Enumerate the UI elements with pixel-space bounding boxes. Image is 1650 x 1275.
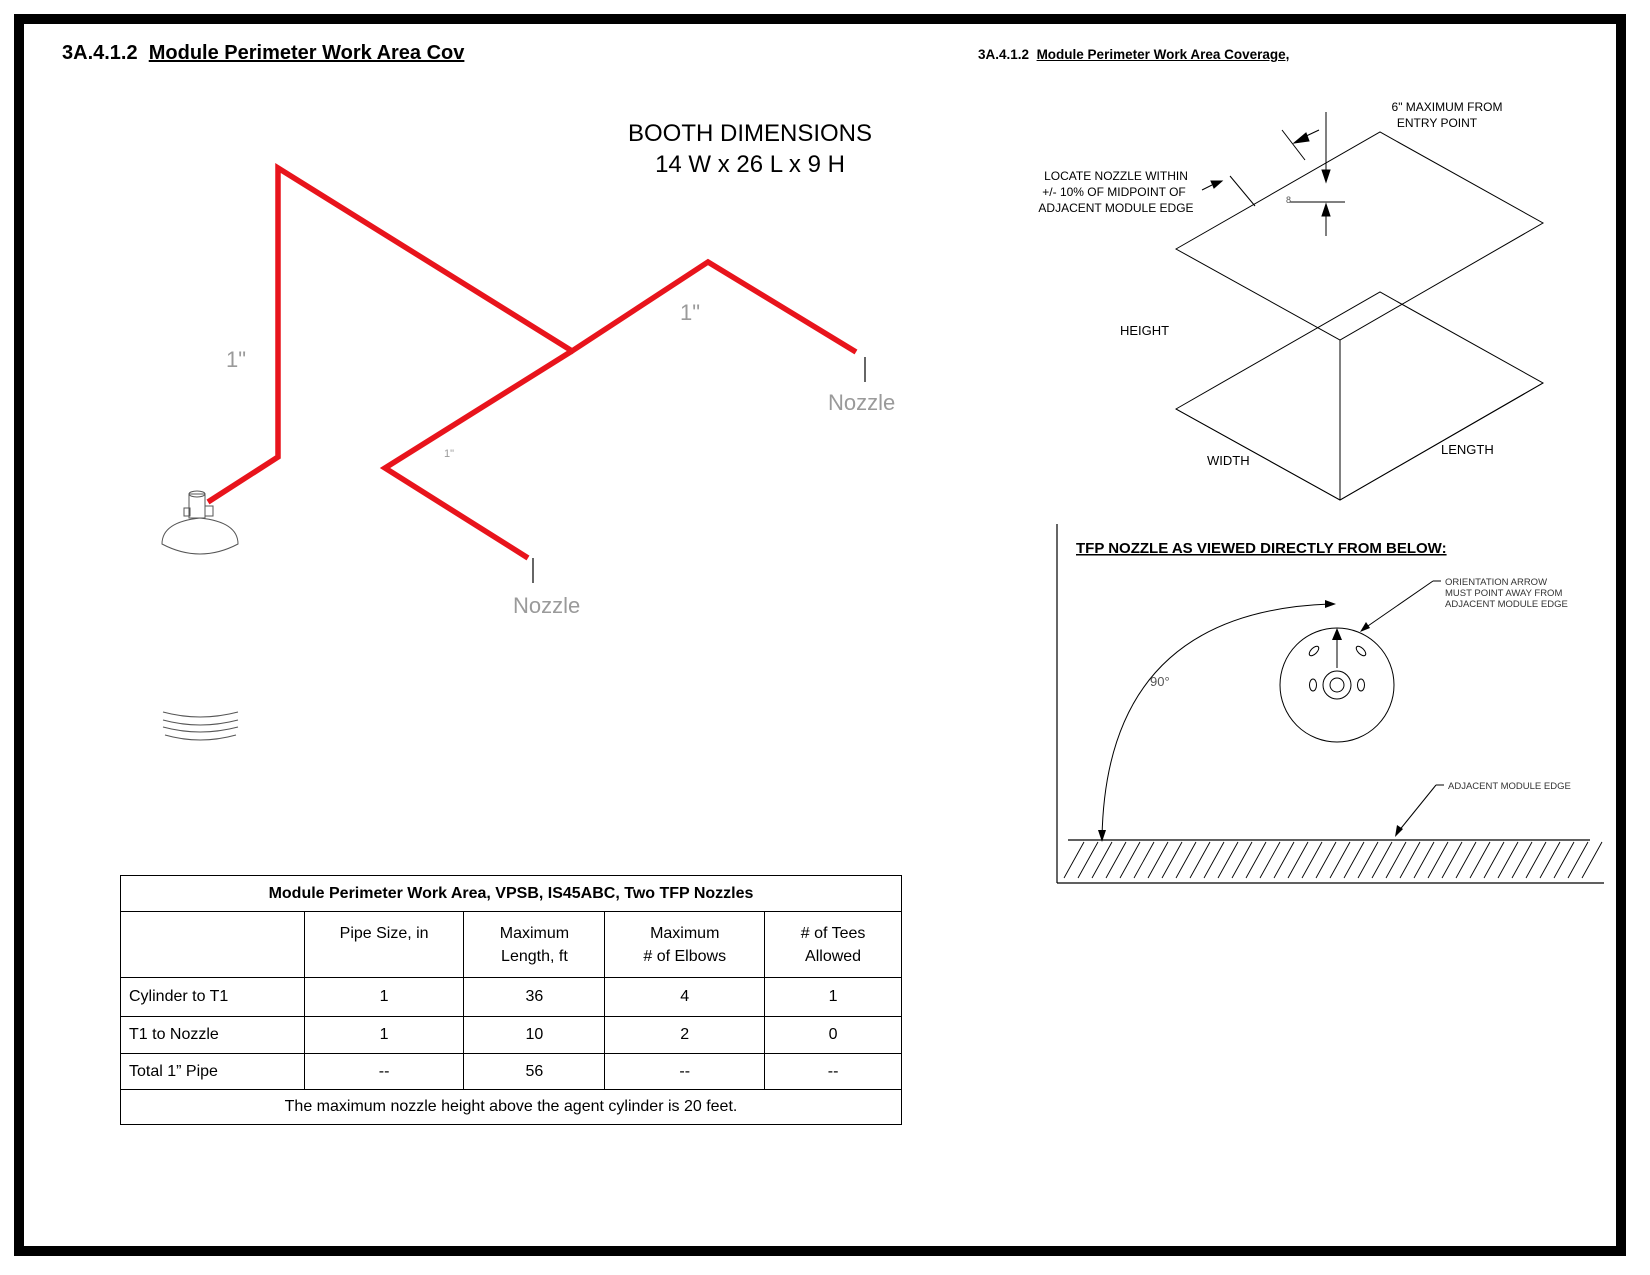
cell-pipe-size: 1 [304,978,464,1017]
adjacent-edge-label: ADJACENT MODULE EDGE [1448,781,1571,792]
nozzle-label-lower: Nozzle [513,593,581,618]
width-label: WIDTH [1207,453,1250,468]
angle-label: 90° [1150,674,1170,689]
header-tees-line2: Allowed [805,948,862,965]
booth-dimensions-value: 14 W x 26 L x 9 H [655,151,845,178]
header-max-elbows-line1: Maximum [650,925,720,942]
header-pipe-size: Pipe Size, in [304,912,464,978]
section-number: 3A.4.1.2 [62,42,138,64]
cell-max-length: 10 [464,1017,605,1054]
header-empty-cell [121,912,305,978]
table-header-row [121,912,902,978]
cell-pipe-size: 1 [304,1017,464,1054]
pipe-size-label-lower: 1" [444,448,455,460]
pipe-size-label-right: 1" [680,300,701,325]
tfp-nozzle-face [1280,628,1394,742]
pipe-limits-table [120,875,902,1125]
header-max-length [464,912,605,978]
header-tees-line1: # of Tees [800,925,866,942]
header-max-elbows-line2: # of Elbows [643,948,727,965]
cell-max-elbows: 4 [605,978,765,1017]
angle-arc [1102,604,1330,838]
row-label: Cylinder to T1 [121,978,305,1017]
cell-pipe-size: -- [304,1054,464,1090]
cell-max-length: 36 [464,978,605,1017]
header-max-length-line2: Length, ft [501,948,568,965]
pipe-size-label-left: 1" [226,347,247,372]
agent-cylinder-icon [162,491,238,740]
locate-nozzle-label-1: LOCATE NOZZLE WITHIN [1044,169,1188,183]
section-title-right: Module Perimeter Work Area Coverage, [1036,47,1290,62]
max-from-entry-label: 6" MAXIMUM FROM [1391,100,1503,114]
locate-nozzle-label-2: +/- 10% OF MIDPOINT OF [1042,185,1186,199]
table-row [121,1054,902,1090]
table-title: Module Perimeter Work Area, VPSB, IS45ABC, Two TFP Nozzles [121,876,902,912]
tfp-view-title: TFP NOZZLE AS VIEWED DIRECTLY FROM BELOW: [1076,540,1447,557]
orientation-label-3: ADJACENT MODULE EDGE [1445,599,1568,610]
entry-point-label: ENTRY POINT [1396,116,1478,130]
table-row [121,1017,902,1054]
cell-tees: -- [765,1054,902,1090]
cell-tees: 0 [765,1017,902,1054]
clearance-dimension-mark: 8 [1286,195,1292,205]
nozzle-label-right: Nozzle [828,390,896,415]
header-max-length-line1: Maximum [499,925,570,942]
tfp-nozzle-view [1057,524,1604,883]
orientation-label-2: MUST POINT AWAY FROM [1445,588,1563,599]
section-title: Module Perimeter Work Area Cov [148,42,465,64]
ceiling-plane [1176,132,1543,340]
cell-max-length: 56 [464,1054,605,1090]
header-max-elbows [605,912,765,978]
branch-pipe-run [385,351,572,558]
cell-tees: 1 [765,978,902,1017]
row-label: Total 1” Pipe [121,1054,305,1090]
main-pipe-run [208,168,856,502]
orientation-arrowhead [1332,628,1342,640]
section-number-right: 3A.4.1.2 [978,47,1030,62]
table-row [121,978,902,1017]
locate-nozzle-label-3: ADJACENT MODULE EDGE [1038,201,1194,215]
edge-hatching [1064,842,1602,878]
piping-network [208,168,856,558]
orientation-label-1: ORIENTATION ARROW [1445,577,1548,588]
table-footnote: The maximum nozzle height above the agent cylinder is 20 feet. [121,1090,902,1125]
floor-plane [1176,292,1543,500]
height-label: HEIGHT [1120,323,1170,338]
cell-max-elbows: 2 [605,1017,765,1054]
booth-dimensions-title: BOOTH DIMENSIONS [627,120,873,147]
row-label: T1 to Nozzle [121,1017,305,1054]
cell-max-elbows: -- [605,1054,765,1090]
header-tees [765,912,902,978]
length-label: LENGTH [1441,442,1494,457]
